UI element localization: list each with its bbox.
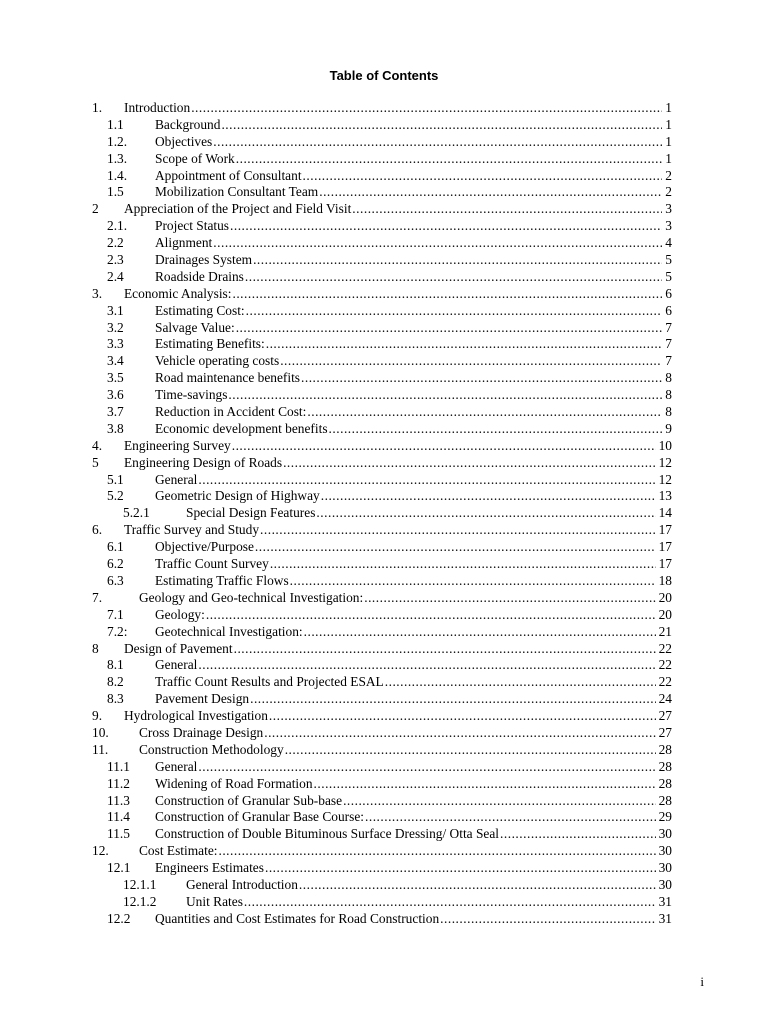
toc-row[interactable] (92, 877, 672, 894)
dot-leader (213, 235, 662, 252)
toc-number: 6. (92, 522, 103, 538)
toc-row[interactable] (92, 235, 672, 252)
toc-number: 5.2.1 (123, 505, 150, 521)
toc-label: Geology: (155, 606, 205, 622)
toc-label: Alignment (155, 235, 213, 251)
dot-leader (234, 641, 656, 658)
table-of-contents (92, 100, 672, 928)
dot-leader (365, 809, 656, 826)
toc-row[interactable] (92, 117, 672, 134)
toc-row[interactable] (92, 843, 672, 860)
toc-label: Geometric Design of Highway (155, 488, 320, 504)
dot-leader (206, 607, 656, 624)
dot-leader (319, 184, 662, 201)
toc-page-number: 8 (665, 387, 672, 403)
toc-label: Traffic Survey and Study (124, 522, 260, 538)
toc-number: 2.1. (107, 218, 128, 234)
dot-leader (303, 168, 663, 185)
toc-number: 1.5 (107, 184, 124, 200)
toc-label: Scope of Work (155, 150, 235, 166)
toc-label: Special Design Features (186, 505, 316, 521)
toc-row[interactable] (92, 522, 672, 539)
toc-number: 12.2 (107, 910, 131, 926)
toc-label: Estimating Benefits: (155, 336, 265, 352)
toc-page-number: 5 (665, 252, 672, 268)
toc-number: 3.5 (107, 370, 124, 386)
toc-page-number: 22 (658, 657, 672, 673)
toc-row[interactable] (92, 218, 672, 235)
toc-page-number: 1 (665, 150, 672, 166)
toc-number: 11.5 (107, 826, 130, 842)
toc-row[interactable] (92, 320, 672, 337)
toc-page-number: 13 (658, 488, 672, 504)
toc-number: 2 (92, 201, 99, 217)
toc-number: 7.2: (107, 623, 128, 639)
toc-row[interactable] (92, 505, 672, 522)
toc-label: Cross Drainage Design (139, 724, 264, 740)
dot-leader (385, 674, 656, 691)
dot-leader (213, 134, 662, 151)
dot-leader (236, 151, 663, 168)
toc-row[interactable] (92, 826, 672, 843)
toc-row[interactable] (92, 641, 672, 658)
toc-number: 11.2 (107, 775, 130, 791)
toc-page-number: 6 (665, 302, 672, 318)
toc-row[interactable] (92, 624, 672, 641)
dot-leader (299, 877, 656, 894)
toc-label: Traffic Count Survey (155, 556, 269, 572)
toc-label: Objective/Purpose (155, 539, 254, 555)
toc-page-number: 7 (665, 319, 672, 335)
toc-number: 3.7 (107, 404, 124, 420)
dot-leader (321, 488, 656, 505)
toc-row[interactable] (92, 488, 672, 505)
toc-page-number: 12 (658, 454, 672, 470)
toc-row[interactable] (92, 134, 672, 151)
toc-row[interactable] (92, 387, 672, 404)
toc-number: 7.1 (107, 606, 124, 622)
toc-label: Project Status (155, 218, 230, 234)
toc-number: 6.3 (107, 572, 124, 588)
toc-label: Widening of Road Formation (155, 775, 313, 791)
toc-page-number: 3 (665, 218, 672, 234)
toc-label: Objectives (155, 133, 213, 149)
toc-number: 11.4 (107, 809, 130, 825)
toc-number: 12.1.2 (123, 893, 157, 909)
toc-page-number: 30 (658, 860, 672, 876)
toc-page-number: 10 (658, 437, 672, 453)
dot-leader (304, 624, 656, 641)
toc-label: Hydrological Investigation (124, 708, 268, 724)
toc-label: Background (155, 116, 221, 132)
toc-page-number: 1 (665, 100, 672, 115)
dot-leader (352, 201, 662, 218)
toc-label: Engineering Survey (124, 437, 231, 453)
toc-page-number: 2 (665, 167, 672, 183)
toc-number: 3.8 (107, 420, 124, 436)
toc-number: 1.3. (107, 150, 128, 166)
toc-page-number: 17 (658, 556, 672, 572)
dot-leader (232, 438, 656, 455)
toc-label: Construction of Granular Base Course: (155, 809, 364, 825)
toc-number: 11.3 (107, 792, 130, 808)
toc-row[interactable] (92, 809, 672, 826)
toc-label: Pavement Design (155, 691, 250, 707)
dot-leader (221, 117, 662, 134)
toc-number: 12. (92, 843, 109, 859)
toc-row[interactable] (92, 691, 672, 708)
dot-leader (280, 353, 662, 370)
toc-page-number: 1 (665, 116, 672, 132)
dot-leader (290, 573, 656, 590)
toc-label: Estimating Traffic Flows (155, 572, 289, 588)
toc-page-number: 20 (658, 606, 672, 622)
dot-leader (285, 742, 656, 759)
toc-page-number: 30 (658, 876, 672, 892)
toc-page-number: 4 (665, 235, 672, 251)
dot-leader (260, 522, 656, 539)
toc-label: Economic development benefits (155, 420, 328, 436)
toc-row[interactable] (92, 252, 672, 269)
toc-page-number: 30 (658, 826, 672, 842)
toc-row[interactable] (92, 590, 672, 607)
toc-number: 8 (92, 640, 99, 656)
toc-number: 6.2 (107, 556, 124, 572)
toc-number: 3.2 (107, 319, 124, 335)
toc-row[interactable] (92, 353, 672, 370)
toc-label: Quantities and Cost Estimates for Road Construction (155, 910, 440, 926)
toc-page-number: 20 (658, 589, 672, 605)
dot-leader (264, 725, 655, 742)
toc-page-number: 17 (658, 539, 672, 555)
toc-page-number: 3 (665, 201, 672, 217)
toc-page-number: 7 (665, 353, 672, 369)
toc-number: 1.1 (107, 116, 124, 132)
toc-label: Construction of Double Bituminous Surface Dressing/ Otta Seal (155, 826, 500, 842)
toc-label: General (155, 758, 198, 774)
toc-page-number: 8 (665, 370, 672, 386)
toc-page-number: 31 (658, 893, 672, 909)
toc-label: Cost Estimate: (139, 843, 218, 859)
toc-row[interactable] (92, 573, 672, 590)
toc-number: 7. (92, 589, 103, 605)
toc-page-number: 30 (658, 843, 672, 859)
toc-page-number: 6 (665, 285, 672, 301)
dot-leader (343, 793, 656, 810)
toc-page-number: 27 (658, 708, 672, 724)
dot-leader (270, 556, 656, 573)
toc-number: 12.1 (107, 860, 131, 876)
toc-page-number: 22 (658, 640, 672, 656)
dot-leader (307, 404, 662, 421)
toc-row[interactable] (92, 674, 672, 691)
toc-page-number: 28 (658, 758, 672, 774)
toc-page-number: 9 (665, 420, 672, 436)
toc-label: Salvage Value: (155, 319, 235, 335)
toc-row[interactable] (92, 657, 672, 674)
toc-number: 10. (92, 724, 109, 740)
toc-row[interactable] (92, 607, 672, 624)
toc-page-number: 5 (665, 268, 672, 284)
toc-label: Unit Rates (186, 893, 243, 909)
toc-number: 2.3 (107, 252, 124, 268)
dot-leader (301, 370, 662, 387)
dot-leader (269, 708, 656, 725)
page-title: Table of Contents (329, 68, 439, 83)
toc-row[interactable] (92, 793, 672, 810)
toc-number: 1.2. (107, 133, 128, 149)
toc-row[interactable] (92, 269, 672, 286)
toc-label: Construction of Granular Sub-base (155, 792, 343, 808)
toc-row[interactable] (92, 438, 672, 455)
toc-row[interactable] (92, 168, 672, 185)
toc-page-number: 12 (658, 471, 672, 487)
toc-label: Appointment of Consultant (155, 167, 302, 183)
toc-number: 12.1.1 (123, 876, 157, 892)
toc-page-number: 31 (658, 910, 672, 926)
toc-page-number: 27 (658, 724, 672, 740)
toc-row[interactable] (92, 151, 672, 168)
dot-leader (364, 590, 655, 607)
toc-label: Geology and Geo-technical Investigation: (139, 589, 364, 605)
toc-page-number: 14 (658, 505, 672, 521)
toc-number: 3.4 (107, 353, 124, 369)
dot-leader (198, 657, 655, 674)
toc-number: 1. (92, 100, 103, 115)
toc-row[interactable] (92, 404, 672, 421)
dot-leader (316, 505, 655, 522)
toc-row[interactable] (92, 472, 672, 489)
toc-label: General Introduction (186, 876, 298, 892)
dot-leader (198, 759, 655, 776)
toc-row[interactable] (92, 184, 672, 201)
dot-leader (253, 252, 662, 269)
dot-leader (250, 691, 656, 708)
toc-page-number: 21 (658, 623, 672, 639)
dot-leader (228, 387, 662, 404)
toc-number: 5 (92, 454, 99, 470)
toc-row[interactable] (92, 911, 672, 928)
toc-number: 6.1 (107, 539, 124, 555)
toc-row[interactable] (92, 894, 672, 911)
toc-label: Construction Methodology (139, 741, 284, 757)
dot-leader (500, 826, 656, 843)
dot-leader (191, 100, 662, 117)
toc-row[interactable] (92, 860, 672, 877)
toc-row[interactable] (92, 539, 672, 556)
toc-row[interactable] (92, 556, 672, 573)
toc-number: 11. (92, 741, 109, 757)
toc-page-number: 2 (665, 184, 672, 200)
toc-number: 2.4 (107, 268, 124, 284)
toc-number: 1.4. (107, 167, 128, 183)
toc-page-number: 29 (658, 809, 672, 825)
dot-leader (329, 421, 663, 438)
toc-label: General (155, 657, 198, 673)
toc-number: 2.2 (107, 235, 124, 251)
toc-row[interactable] (92, 742, 672, 759)
toc-label: Traffic Count Results and Projected ESAL (155, 674, 384, 690)
dot-leader (255, 539, 656, 556)
toc-row[interactable] (92, 100, 672, 117)
dot-leader (230, 218, 662, 235)
toc-row[interactable] (92, 303, 672, 320)
toc-row[interactable] (92, 421, 672, 438)
toc-page-number: 1 (665, 133, 672, 149)
toc-label: Economic Analysis: (124, 285, 232, 301)
toc-page-number: 24 (658, 691, 672, 707)
toc-row[interactable] (92, 725, 672, 742)
toc-number: 8.3 (107, 691, 124, 707)
toc-number: 9. (92, 708, 103, 724)
toc-number: 3. (92, 285, 103, 301)
toc-row[interactable] (92, 336, 672, 353)
toc-label: Reduction in Accident Cost: (155, 404, 307, 420)
toc-row[interactable] (92, 759, 672, 776)
toc-number: 3.6 (107, 387, 124, 403)
dot-leader (245, 269, 662, 286)
toc-number: 5.2 (107, 488, 124, 504)
toc-label: Time-savings (155, 387, 228, 403)
toc-page-number: 18 (658, 572, 672, 588)
toc-label: Engineering Design of Roads (124, 454, 283, 470)
toc-number: 8.1 (107, 657, 124, 673)
toc-page-number: 28 (658, 775, 672, 791)
dot-leader (198, 472, 655, 489)
toc-number: 11.1 (107, 758, 130, 774)
toc-row[interactable] (92, 776, 672, 793)
toc-row[interactable] (92, 370, 672, 387)
toc-label: Geotechnical Investigation: (155, 623, 303, 639)
toc-label: Estimating Cost: (155, 302, 245, 318)
toc-row[interactable] (92, 708, 672, 725)
toc-number: 3.3 (107, 336, 124, 352)
toc-row[interactable] (92, 201, 672, 218)
dot-leader (232, 286, 662, 303)
toc-label: Introduction (124, 100, 191, 115)
dot-leader (265, 860, 656, 877)
toc-label: Engineers Estimates (155, 860, 264, 876)
toc-page-number: 28 (658, 741, 672, 757)
toc-number: 4. (92, 437, 103, 453)
toc-number: 3.1 (107, 302, 124, 318)
dot-leader (244, 894, 656, 911)
toc-label: Road maintenance benefits (155, 370, 301, 386)
toc-page-number: 17 (658, 522, 672, 538)
toc-number: 8.2 (107, 674, 124, 690)
page-number-footer: i (700, 974, 704, 989)
toc-label: Design of Pavement (124, 640, 233, 656)
dot-leader (283, 455, 656, 472)
toc-page-number: 8 (665, 404, 672, 420)
toc-row[interactable] (92, 286, 672, 303)
dot-leader (314, 776, 656, 793)
toc-label: Roadside Drains (155, 268, 244, 284)
toc-page-number: 22 (658, 674, 672, 690)
toc-label: Drainages System (155, 252, 253, 268)
toc-label: Appreciation of the Project and Field Visit (124, 201, 352, 217)
dot-leader (266, 336, 663, 353)
toc-label: Mobilization Consultant Team (155, 184, 319, 200)
toc-label: Vehicle operating costs (155, 353, 280, 369)
dot-leader (236, 320, 663, 337)
toc-label: General (155, 471, 198, 487)
toc-number: 5.1 (107, 471, 124, 487)
dot-leader (440, 911, 655, 928)
dot-leader (218, 843, 655, 860)
toc-row[interactable] (92, 455, 672, 472)
toc-page-number: 28 (658, 792, 672, 808)
dot-leader (246, 303, 663, 320)
toc-page-number: 7 (665, 336, 672, 352)
